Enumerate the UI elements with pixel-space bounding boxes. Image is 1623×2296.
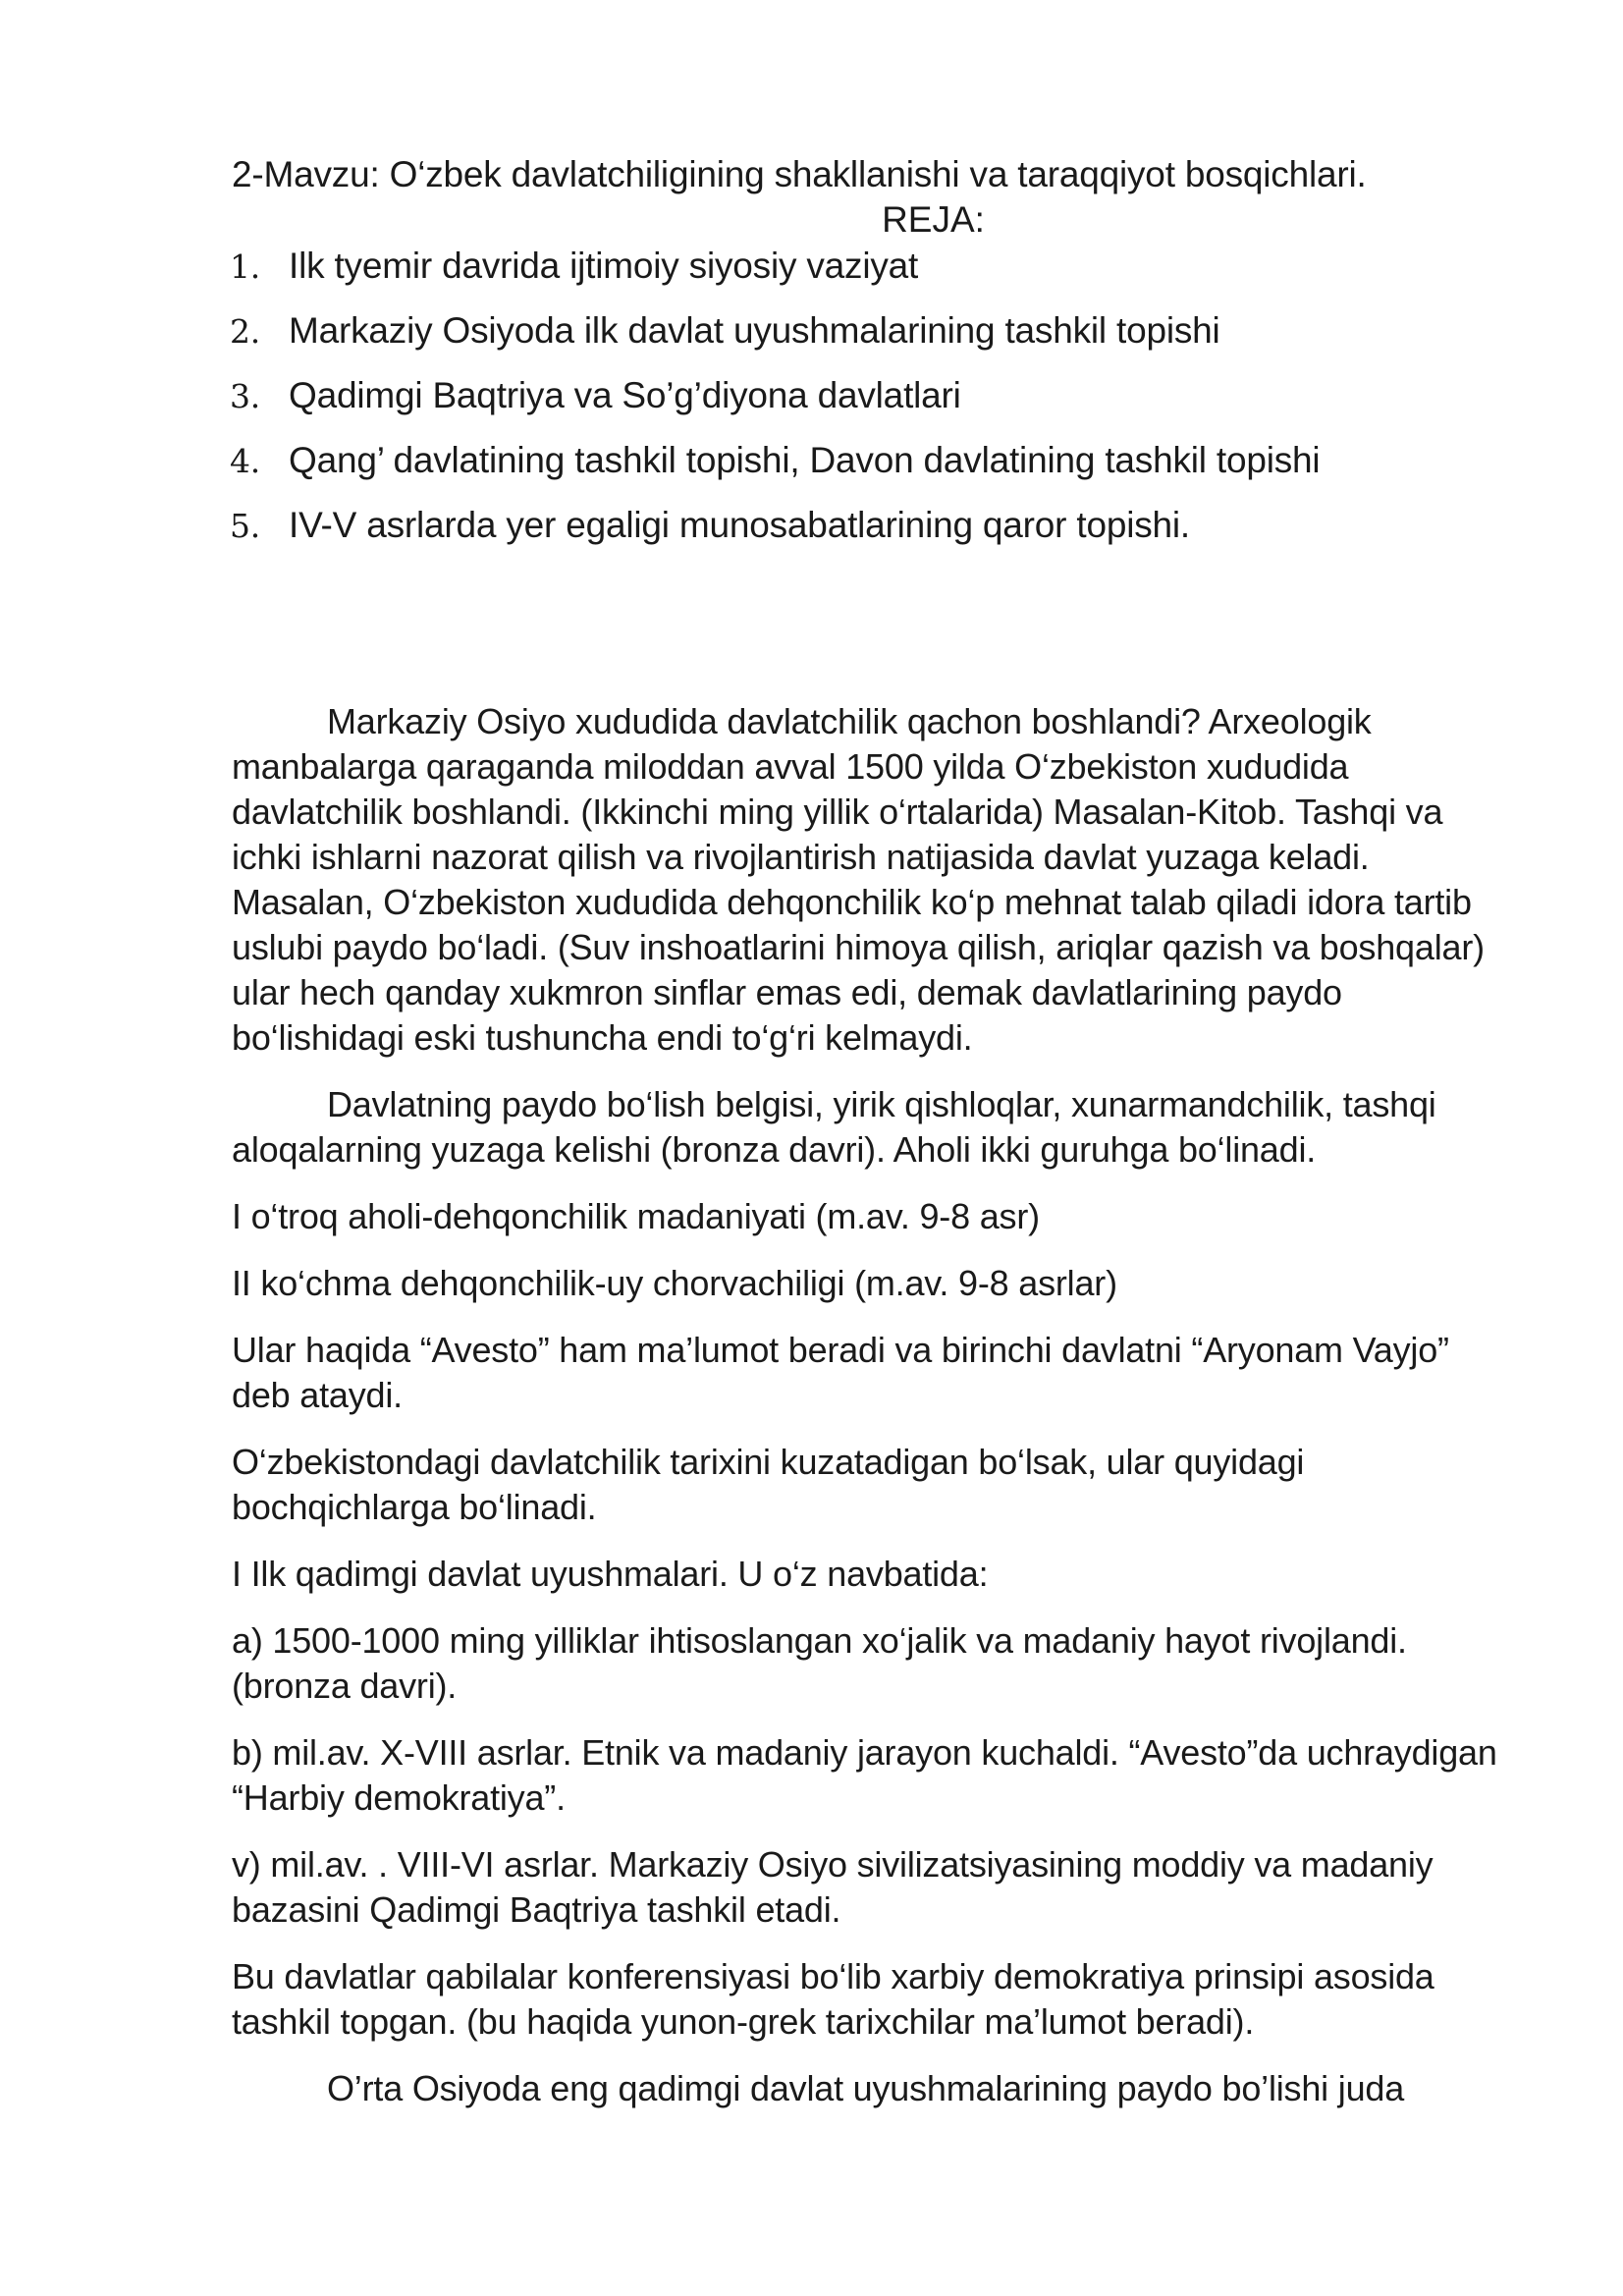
plan-item-text: Ilk tyemir davrida ijtimoiy siyosiy vaziyat — [289, 246, 919, 286]
plan-item-number: 3. — [230, 377, 261, 415]
plan-item-text: Qadimgi Baqtriya va So’g’diyona davlatlari — [289, 375, 961, 415]
plan-item — [230, 369, 1320, 434]
plan-item — [230, 240, 1320, 304]
body-paragraph: Ular haqida “Avesto” ham ma’lumot beradi va birinchi davlatni “Aryonam Vayjo” deb ataydi. — [232, 1330, 1449, 1415]
body-paragraph: b) mil.av. X-VIII asrlar. Etnik va madaniy jarayon kuchaldi. “Avesto”da uchraydigan “Harbiy demokratiya”. — [232, 1732, 1497, 1818]
plan-item-number: 1. — [230, 247, 261, 286]
plan-item — [230, 499, 1320, 564]
body-paragraph: Bu davlatlar qabilalar konferensiyasi bo‘lib xarbiy demokratiya prinsipi asosida tashkil topgan. (bu haqida yunon-grek tarixchilar ma’lumot beradi). — [232, 1956, 1434, 2042]
plan-item-text: Qang’ davlatining tashkil topishi, Davon davlatining tashkil topishi — [289, 440, 1321, 480]
plan-heading — [0, 198, 1623, 242]
plan-heading-text: REJA: — [882, 199, 985, 240]
plan-item-text: IV-V asrlarda yer egaligi munosabatlarining qaror topishi. — [289, 505, 1191, 545]
plan-item-number: 5. — [230, 507, 261, 545]
body-paragraph: O’rta Osiyoda eng qadimgi davlat uyushmalarining paydo bo’lishi juda — [327, 2068, 1405, 2108]
body-paragraph: a) 1500-1000 ming yilliklar ihtisoslangan xo‘jalik va madaniy hayot rivojlandi. (bronza davri). — [232, 1620, 1407, 1706]
body-paragraph: Davlatning paydo bo‘lish belgisi, yirik qishloqlar, xunarmandchilik, tashqi aloqalarning yuzaga kelishi (bronza davri). Aholi ikki guruhga bo‘linadi. — [232, 1084, 1436, 1170]
plan-item-text: Markaziy Osiyoda ilk davlat uyushmalarining tashkil topishi — [289, 310, 1220, 351]
body-paragraph: I o‘troq aholi-dehqonchilik madaniyati (m.av. 9-8 asr) — [232, 1196, 1040, 1236]
plan-item — [230, 304, 1320, 369]
body-paragraph: Markaziy Osiyo xududida davlatchilik qachon boshlandi? Arxeologik manbalarga qaraganda miloddan avval 1500 yilda O‘zbekiston xududida davlatchilik boshlandi. (Ikkinchi ming yillik o‘rtalarida) Masalan-Kitob. Tashqi va ichki ishlarni nazorat qilish va rivojlantirish natijasida davlat yuzaga keladi. Masalan, O‘zbekiston xududida dehqonchilik ko‘p mehnat talab qiladi idora tartib uslubi paydo bo‘ladi. (Suv inshoatlarini himoya qilish, ariqlar qazish va boshqalar) ular hech qanday xukmron sinflar emas edi, demak davlatlarining paydo bo‘lishidagi eski tushuncha endi to‘g‘ri kelmaydi. — [232, 701, 1485, 1058]
plan-list — [230, 240, 1320, 564]
plan-item — [230, 434, 1320, 499]
body-paragraph: I Ilk qadimgi davlat uyushmalari. U o‘z navbatida: — [232, 1554, 989, 1594]
document-title: 2-Mavzu: O‘zbek davlatchiligining shakllanishi va taraqqiyot bosqichlari. — [232, 154, 1367, 194]
body-paragraph: O‘zbekistondagi davlatchilik tarixini kuzatadigan bo‘lsak, ular quyidagi bochqichlarga bo‘linadi. — [232, 1442, 1305, 1527]
document-body — [232, 699, 1508, 2133]
body-paragraph: II ko‘chma dehqonchilik-uy chorvachiligi (m.av. 9-8 asrlar) — [232, 1263, 1117, 1303]
plan-item-number: 4. — [230, 442, 261, 480]
plan-item-number: 2. — [230, 312, 261, 351]
body-paragraph: v) mil.av. . VIII-VI asrlar. Markaziy Osiyo sivilizatsiyasining moddiy va madaniy bazasini Qadimgi Baqtriya tashkil etadi. — [232, 1844, 1434, 1930]
